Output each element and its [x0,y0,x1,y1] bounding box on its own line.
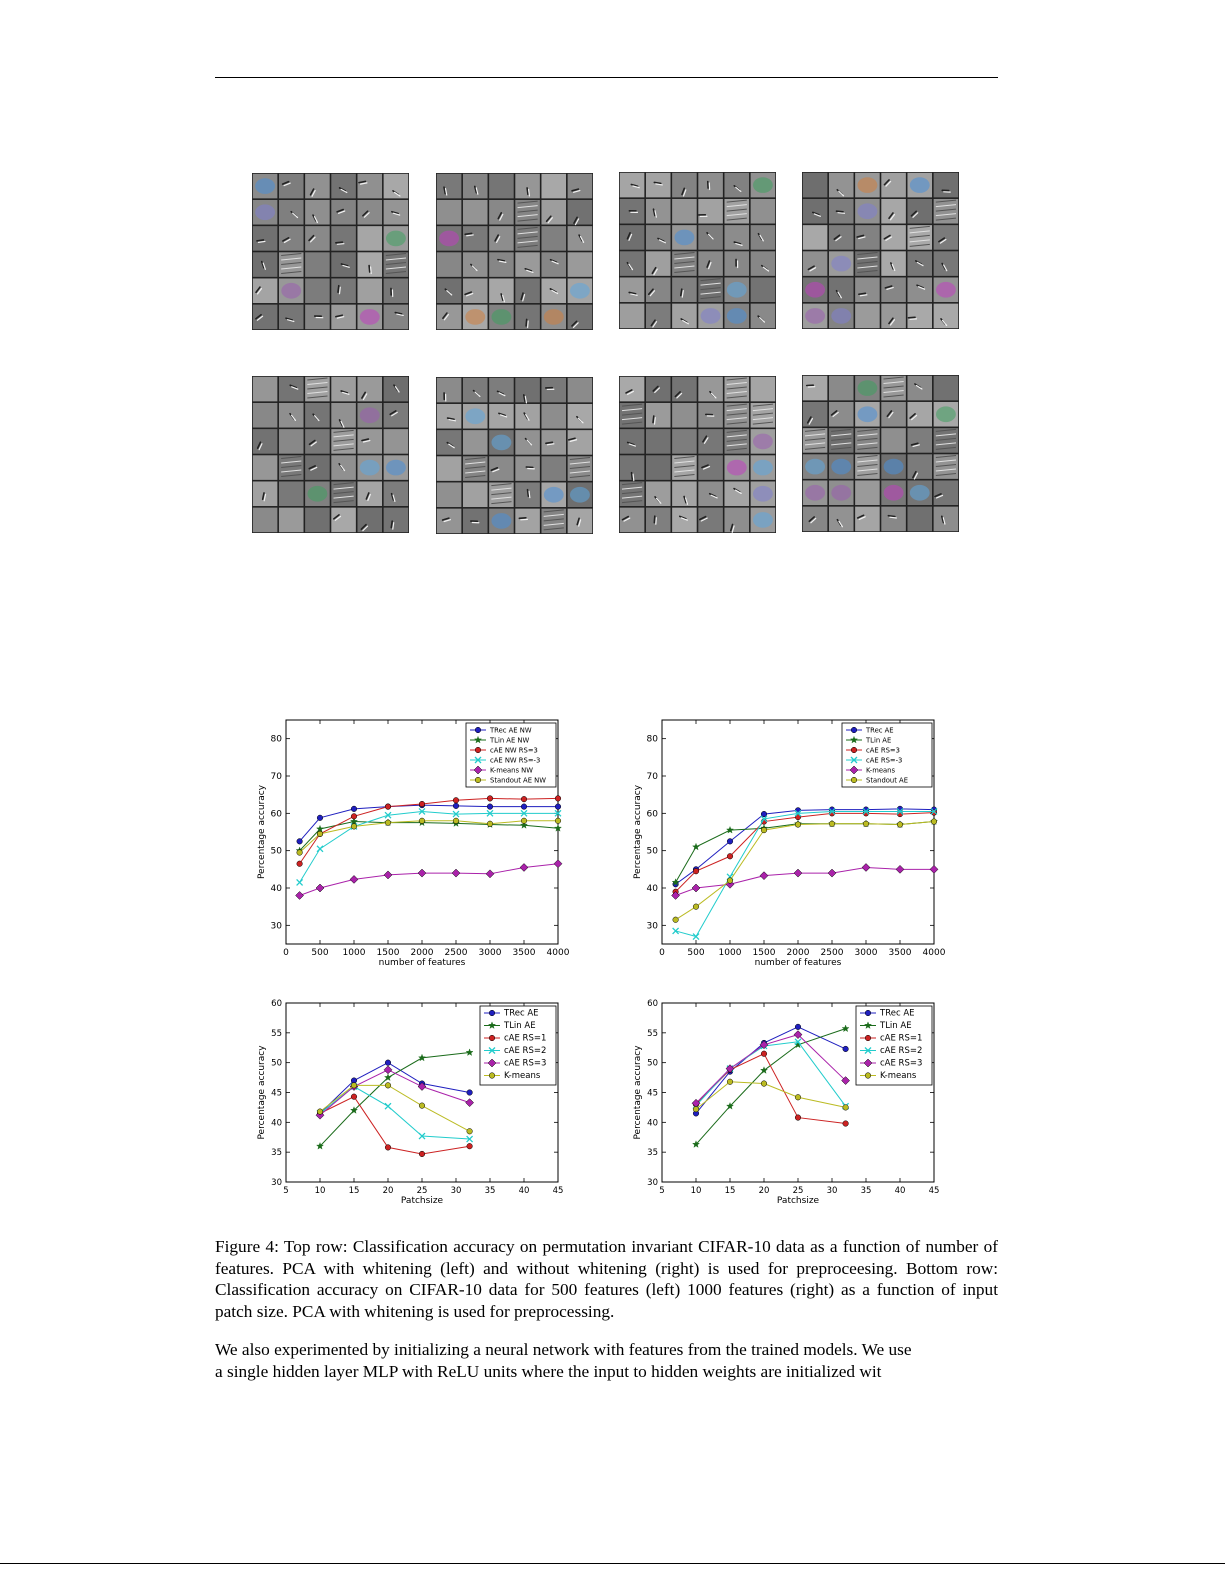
y-tick-label: 30 [271,1178,282,1188]
legend-entry: K-means NW [490,766,533,775]
y-axis-label: Percentage accuracy [257,784,267,880]
x-tick-label: 4000 [922,948,946,958]
legend [466,723,556,787]
data-point [351,1083,357,1089]
x-tick-label: 4000 [546,948,570,958]
y-tick-label: 40 [270,884,282,894]
data-point [521,796,527,802]
data-point [385,1145,391,1151]
x-tick-label: 1500 [752,948,776,958]
data-point [843,1105,849,1111]
legend-marker [851,747,857,753]
filter-grid-4 [802,172,959,329]
legend-marker [865,1035,871,1041]
data-point [761,827,767,833]
y-axis-label: Percentage accuracy [633,1045,643,1140]
legend-marker [865,1073,871,1079]
data-point [931,819,937,825]
x-tick-label: 2500 [820,948,844,958]
data-point [487,821,493,827]
legend-marker [489,1035,495,1041]
filter-grid-3 [619,172,776,329]
data-point [521,818,527,824]
y-tick-label: 60 [646,809,658,820]
data-point [795,1024,801,1030]
data-point [727,839,733,845]
legend-entry: TLin AE NW [490,736,530,745]
legend-entry: TRec AE [504,1008,539,1019]
y-tick-label: 80 [270,734,282,745]
y-tick-label: 40 [647,1118,658,1129]
data-point [297,861,303,867]
x-tick-label: 5 [659,1186,665,1196]
y-tick-label: 30 [270,921,282,932]
legend-marker [851,727,857,733]
legend-entry: cAE RS=1 [880,1033,923,1044]
legend-entry: TRec AE NW [490,726,532,735]
data-point [843,1121,849,1127]
data-point [487,804,493,810]
x-tick-label: 0 [283,948,289,958]
x-tick-label: 10 [314,1186,326,1196]
y-tick-label: 55 [647,1028,658,1039]
y-tick-label: 40 [646,884,658,894]
y-tick-label: 55 [271,1028,282,1039]
legend-marker [851,777,857,783]
data-point [351,824,357,830]
chart-svg [250,995,580,1210]
x-tick-label: 3000 [478,948,502,958]
x-tick-label: 45 [928,1186,940,1196]
chart-svg [626,995,956,1210]
y-tick-label: 70 [270,772,282,782]
body-line-1: We also experimented by initializing a neural network with features from the trained models. We use [215,1340,912,1359]
data-point [761,1051,767,1057]
x-tick-label: 3500 [888,948,912,958]
filter-grid-2 [436,173,593,330]
data-point [467,1090,473,1096]
legend-marker [475,777,481,783]
y-tick-label: 50 [646,846,658,857]
data-point [521,804,527,810]
data-point [419,801,425,807]
data-point [795,1115,801,1121]
data-point [761,811,767,817]
x-tick-label: 35 [484,1186,496,1196]
data-point [795,808,801,814]
x-tick-label: 2000 [410,948,434,958]
data-point [487,796,493,802]
legend-entry: TLin AE [866,736,892,745]
legend-entry: Standout AE [866,776,909,785]
x-axis-label: number of features [754,958,842,968]
legend-marker [489,1010,495,1016]
data-point [317,1109,323,1115]
filter-grid-6 [436,377,593,534]
y-tick-label: 30 [646,921,658,932]
data-point [897,822,903,828]
data-point [727,1079,733,1085]
chart-top-right [626,712,956,972]
legend-entry: TRec AE [866,726,894,735]
y-tick-label: 35 [271,1148,282,1159]
chart-svg [626,712,956,972]
legend-marker [865,1010,871,1016]
y-tick-label: 50 [647,1058,658,1069]
x-tick-label: 10 [690,1186,702,1196]
legend-entry: K-means [866,766,896,775]
data-point [467,1128,473,1134]
x-tick-label: 1000 [718,948,742,958]
y-tick-label: 60 [270,809,282,820]
x-tick-label: 15 [724,1186,736,1196]
legend [842,723,932,787]
data-point [555,818,561,824]
x-axis-label: Patchsize [400,1196,444,1206]
legend [856,1006,932,1085]
data-point [693,1106,699,1112]
y-tick-label: 35 [647,1148,658,1159]
data-point [297,839,303,845]
legend-entry: cAE RS=2 [880,1046,923,1057]
x-tick-label: 35 [860,1186,872,1196]
data-point [385,1083,391,1089]
legend-entry: cAE NW RS=-3 [490,756,541,765]
legend-entry: TLin AE [880,1021,912,1032]
chart-svg [250,712,580,972]
legend-entry: K-means [504,1071,541,1082]
page-footer-rule [0,1563,1225,1564]
y-tick-label: 50 [271,1058,282,1069]
legend [480,1006,556,1085]
figure-caption: Figure 4: Top row: Classification accuracy on permutation invariant CIFAR-10 data as a function of number of features. PCA with whitening (left) and without whitening (right) is used for preproceesing. Bottom row: Classification accuracy on CIFAR-10 data for 500 features (left) 1000 features (right) as a function of input patch size. PCA with whitening is used for preprocessing. [215,1237,998,1321]
data-point [829,821,835,827]
legend-entry: cAE RS=2 [504,1046,547,1057]
x-axis-label: number of features [378,958,466,968]
data-point [863,821,869,827]
data-point [693,868,699,874]
legend-entry: cAE RS=1 [504,1033,547,1044]
x-tick-label: 30 [450,1186,462,1196]
data-point [727,878,733,884]
legend-entry: K-means [880,1071,917,1082]
filter-grid-1 [252,173,409,330]
legend-entry: cAE RS=3 [866,746,900,755]
data-point [795,822,801,828]
x-tick-label: 30 [826,1186,838,1196]
y-tick-label: 60 [271,999,282,1009]
page-header-rule [215,77,998,78]
legend-entry: cAE RS=-3 [866,756,903,765]
data-point [317,831,323,837]
filter-grid-7 [619,376,776,533]
data-point [843,1046,849,1052]
filter-grid-5 [252,376,409,533]
data-point [419,1151,425,1157]
data-point [385,804,391,810]
y-axis-label: Percentage accuracy [633,784,643,880]
body-paragraph [215,1339,998,1382]
body-line-2: a single hidden layer MLP with ReLU units where the input to hidden weights are initialized wit [215,1361,882,1381]
data-point [419,818,425,824]
data-point [467,1143,473,1149]
legend-marker [489,1073,495,1079]
data-point [351,806,357,812]
legend-entry: cAE RS=3 [504,1058,547,1069]
x-tick-label: 1000 [342,948,366,958]
x-tick-label: 25 [416,1186,428,1196]
y-axis-label: Percentage accuracy [257,1045,267,1140]
data-point [453,803,459,809]
legend-entry: cAE NW RS=3 [490,746,538,755]
x-tick-label: 25 [792,1186,804,1196]
data-point [555,796,561,802]
x-tick-label: 5 [283,1186,289,1196]
y-tick-label: 45 [647,1088,658,1099]
x-tick-label: 500 [311,948,329,958]
y-tick-label: 70 [646,772,658,782]
chart-bottom-left [250,995,580,1210]
data-point [693,904,699,910]
chart-top-left [250,712,580,972]
data-point [453,818,459,824]
x-tick-label: 40 [518,1186,530,1196]
y-tick-label: 45 [271,1088,282,1099]
x-tick-label: 0 [659,948,665,958]
y-tick-label: 50 [270,846,282,857]
data-point [317,815,323,821]
x-tick-label: 15 [348,1186,360,1196]
legend-entry: TLin AE [504,1021,536,1032]
x-tick-label: 3500 [512,948,536,958]
data-point [453,797,459,803]
data-point [351,1094,357,1100]
legend-entry: cAE RS=3 [880,1058,923,1069]
x-tick-label: 500 [687,948,705,958]
x-tick-label: 40 [894,1186,906,1196]
y-tick-label: 30 [647,1178,658,1188]
chart-bottom-right [626,995,956,1210]
data-point [761,1081,767,1087]
data-point [297,850,303,856]
legend-marker [475,727,481,733]
x-tick-label: 45 [552,1186,564,1196]
data-point [351,814,357,820]
data-point [673,917,679,923]
y-tick-label: 80 [646,734,658,745]
x-tick-label: 3000 [854,948,878,958]
data-point [795,1094,801,1100]
data-point [385,1060,391,1066]
x-tick-label: 2500 [444,948,468,958]
x-tick-label: 20 [758,1186,770,1196]
data-point [385,820,391,826]
x-tick-label: 1500 [376,948,400,958]
x-tick-label: 2000 [786,948,810,958]
legend-entry: TRec AE [880,1008,915,1019]
data-point [727,853,733,859]
filter-grid-8 [802,375,959,532]
legend-entry: Standout AE NW [490,776,546,785]
data-point [555,804,561,810]
x-tick-label: 20 [382,1186,394,1196]
data-point [419,1103,425,1109]
y-tick-label: 60 [647,999,658,1009]
legend-marker [475,747,481,753]
y-tick-label: 40 [271,1118,282,1129]
x-axis-label: Patchsize [776,1196,820,1206]
